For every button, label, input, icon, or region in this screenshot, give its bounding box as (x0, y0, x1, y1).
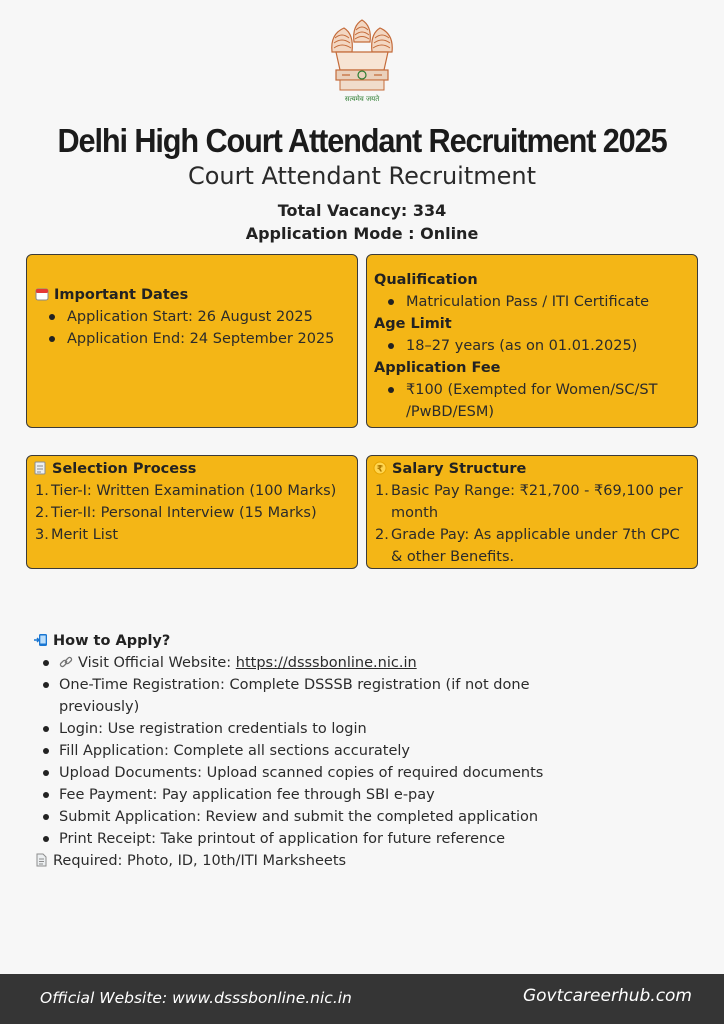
mobile-arrow-icon (34, 632, 48, 646)
salary-structure-card (366, 455, 698, 569)
official-website-link[interactable]: https://dsssbonline.nic.in (235, 655, 417, 671)
list-item (33, 502, 349, 524)
list-text: Tier-II: Personal Interview (15 Marks) (51, 505, 317, 521)
list-number: 2. (35, 505, 49, 521)
calendar-icon (35, 286, 49, 300)
national-emblem (322, 12, 402, 108)
application-mode: Application Mode : Online (245, 224, 479, 243)
important-dates-title: Important Dates (54, 287, 189, 303)
selection-process-title: Selection Process (52, 461, 197, 477)
list-item: Fill Application: Complete all sections accurately (34, 740, 594, 762)
list-number: 3. (35, 527, 49, 543)
list-item (33, 524, 349, 546)
money-icon (373, 460, 387, 474)
footer-bar (0, 974, 724, 1024)
age-limit-list (374, 335, 689, 357)
important-dates-card (26, 254, 358, 428)
emblem-motto: सत्यमेव जयते (344, 95, 380, 103)
list-item: ₹100 (Exempted for Women/SC/ST /PwBD/ESM) (374, 379, 689, 423)
selection-process-list (33, 480, 349, 546)
list-item: One-Time Registration: Complete DSSSB registration (if not done previously) (34, 674, 594, 718)
eligibility-card (366, 254, 698, 428)
list-item: Application Start: 26 August 2025 (35, 306, 349, 328)
application-fee-list (374, 379, 689, 423)
svg-text:₹: ₹ (376, 464, 384, 475)
application-fee-heading: Application Fee (374, 360, 501, 376)
footer-brand[interactable]: Govtcareerhub.com (522, 986, 692, 1006)
how-to-apply-section (34, 630, 594, 872)
list-text: Tier-I: Written Examination (100 Marks) (51, 483, 337, 499)
page-title: Delhi High Court Attendant Recruitment 2025 (57, 122, 667, 159)
list-item (373, 524, 689, 568)
selection-process-heading (33, 458, 349, 480)
list-number: 2. (375, 527, 389, 543)
list-item: Matriculation Pass / ITI Certificate (374, 291, 689, 313)
footer-official-website[interactable]: Official Website: www.dsssbonline.nic.in (40, 989, 352, 1007)
list-item: Fee Payment: Pay application fee through SBI e-pay (34, 784, 594, 806)
website-label: Visit Official Website: (78, 655, 236, 671)
list-item: Login: Use registration credentials to login (34, 718, 594, 740)
list-text: Merit List (51, 527, 119, 543)
list-text: Basic Pay Range: ₹21,700 - ₹69,100 per month (391, 483, 683, 521)
salary-structure-title: Salary Structure (392, 461, 527, 477)
list-item (33, 480, 349, 502)
important-dates-list (35, 306, 349, 350)
total-vacancy: Total Vacancy: 334 (277, 201, 447, 220)
qualification-heading: Qualification (374, 272, 478, 288)
required-documents-text: Required: Photo, ID, 10th/ITI Marksheets (53, 853, 347, 869)
important-dates-heading (35, 284, 349, 306)
qualification-list (374, 291, 689, 313)
age-limit-heading: Age Limit (374, 316, 452, 332)
salary-structure-heading (373, 458, 689, 480)
list-item (373, 480, 689, 524)
list-number: 1. (375, 483, 389, 499)
selection-process-card (26, 455, 358, 569)
list-item: 18–27 years (as on 01.01.2025) (374, 335, 689, 357)
list-number: 1. (35, 483, 49, 499)
list-item: Upload Documents: Upload scanned copies of required documents (34, 762, 594, 784)
required-documents (34, 850, 594, 872)
document-icon (34, 852, 48, 866)
salary-structure-list (373, 480, 689, 568)
how-to-apply-title: How to Apply? (53, 633, 171, 649)
list-item: Submit Application: Review and submit the completed application (34, 806, 594, 828)
list-text: Grade Pay: As applicable under 7th CPC & other Benefits. (391, 527, 680, 565)
how-to-apply-heading (34, 630, 594, 652)
page-subtitle: Court Attendant Recruitment (187, 162, 537, 190)
list-item (34, 652, 594, 674)
how-to-apply-list (34, 652, 594, 850)
list-item: Application End: 24 September 2025 (35, 328, 349, 350)
list-item: Print Receipt: Take printout of application for future reference (34, 828, 594, 850)
link-icon (59, 654, 73, 668)
clipboard-icon (33, 460, 47, 474)
